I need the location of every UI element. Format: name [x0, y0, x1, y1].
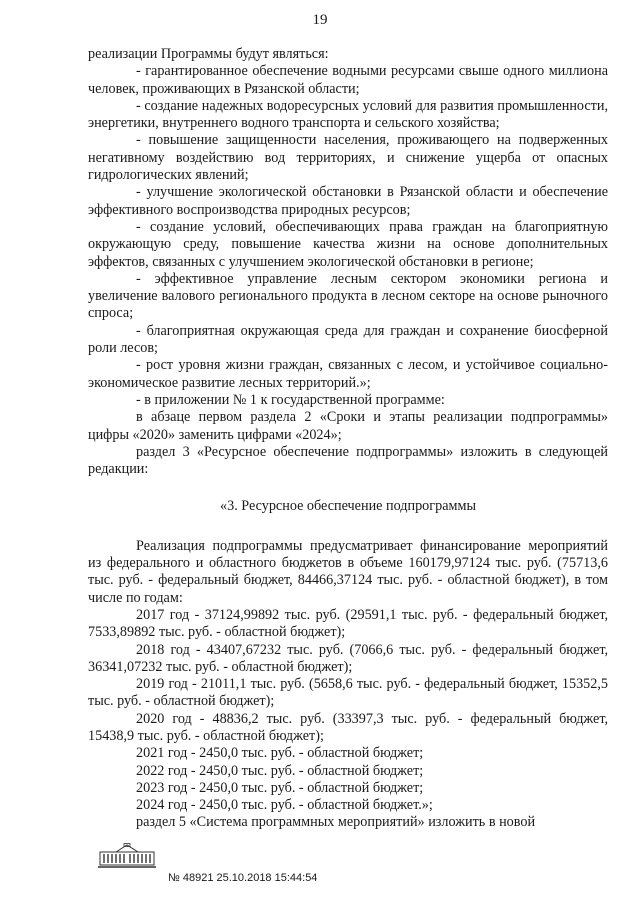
list-item: - благоприятная окружающая среда для граждан и сохранение биосферной роли лесов; [88, 322, 608, 357]
list-item: - создание надежных водоресурсных условий для развития промышленности, энергетики, внутреннего водного транспорта и сельского хозяйства; [88, 97, 608, 132]
list-item: - создание условий, обеспечивающих права граждан на благоприятную окружающую среду, повышение качества жизни на основе дополнительных эффектов, связанных с улучшением экологической обстановки в регионе; [88, 218, 608, 270]
document-body [88, 46, 608, 832]
year-funding-item: 2018 год - 43407,67232 тыс. руб. (7066,6 тыс. руб. - федеральный бюджет, 36341,07232 тыс. руб. - областной бюджет); [88, 641, 608, 675]
year-funding-item: 2024 год - 2450,0 тыс. руб. - областной бюджет.»; [136, 797, 433, 814]
paragraph: - в приложении № 1 к государственной программе: [136, 391, 445, 408]
year-funding-item: 2017 год - 37124,99892 тыс. руб. (29591,1 тыс. руб. - федеральный бюджет, 7533,89892 тыс. руб. - областной бюджет); [88, 606, 608, 641]
list-item: - гарантированное обеспечение водными ресурсами свыше одного миллиона человек, проживающих в Рязанской области; [88, 63, 608, 97]
page-number: 19 [312, 12, 328, 28]
document-id: № 48921 25.10.2018 15:44:54 [168, 872, 318, 884]
list-item: - повышение защищенности населения, проживающего на подверженных негативному воздействию вод территориях, и снижение ущерба от опасных гидрологических явлений; [88, 132, 608, 184]
section-heading: «3. Ресурсное обеспечение подпрограммы [220, 498, 476, 515]
list-item: - рост уровня жизни граждан, связанных с лесом, и устойчивое социально-экономическое развитие лесных территорий.»; [88, 357, 608, 391]
year-funding-item: 2022 год - 2450,0 тыс. руб. - областной бюджет; [136, 762, 424, 779]
list-item: - улучшение экологической обстановки в Рязанской области и обеспечение эффективного воспроизводства природных ресурсов; [88, 184, 608, 218]
paragraph: Реализация подпрограммы предусматривает финансирование мероприятий из федерального и областного бюджетов в объеме 160179,97124 тыс. руб. (75713,6 тыс. руб. - федеральный бюджет, 84466,37124 тыс. руб. - областной бюджет), в том числе по годам: [88, 537, 608, 606]
year-funding-item: 2023 год - 2450,0 тыс. руб. - областной бюджет; [136, 779, 424, 796]
list-item: - эффективное управление лесным сектором экономики региона и увеличение валового регионального продукта в лесном секторе на основе рыночного спроса; [88, 270, 608, 322]
paragraph: раздел 3 «Ресурсное обеспечение подпрограммы» изложить в следующей редакции: [88, 443, 608, 478]
paragraph: в абзаце первом раздела 2 «Сроки и этапы реализации подпрограммы» цифры «2020» заменить цифрами «2024»; [88, 409, 608, 443]
building-stamp-icon [98, 843, 156, 869]
year-funding-item: 2020 год - 48836,2 тыс. руб. (33397,3 тыс. руб. - федеральный бюджет, 15438,9 тыс. руб. - областной бюджет); [88, 710, 608, 744]
paragraph: реализации Программы будут являться: [88, 46, 329, 62]
year-funding-item: 2021 год - 2450,0 тыс. руб. - областной бюджет; [136, 745, 424, 762]
year-funding-item: 2019 год - 21011,1 тыс. руб. (5658,6 тыс. руб. - федеральный бюджет, 15352,5 тыс. руб. - областной бюджет); [88, 676, 608, 710]
paragraph: раздел 5 «Система программных мероприятий» изложить в новой [136, 814, 536, 831]
